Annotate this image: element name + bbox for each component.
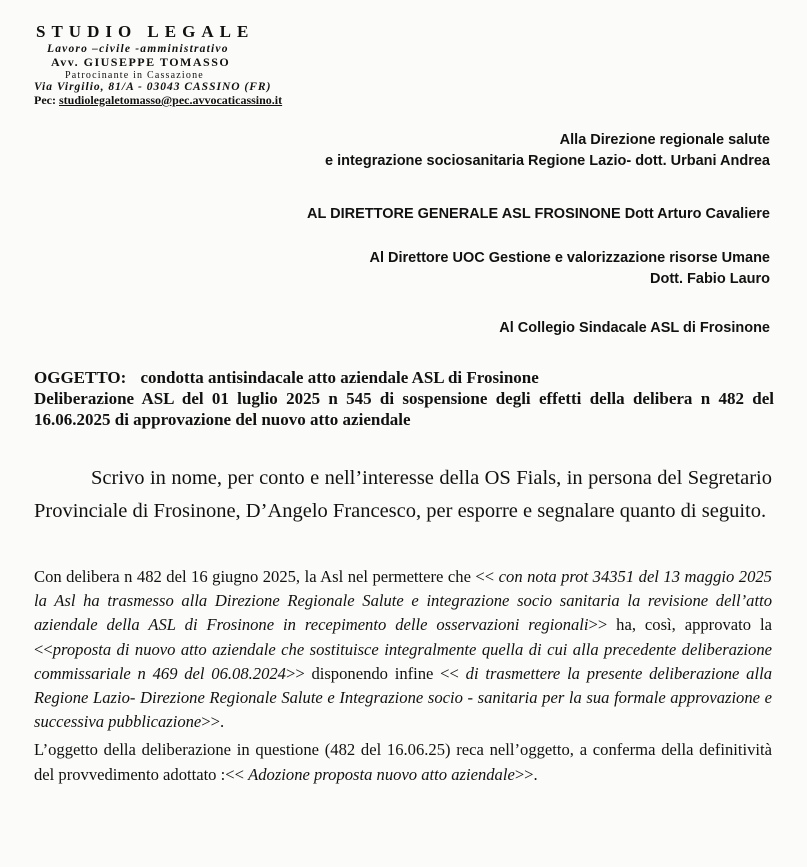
- text-run: L’oggetto della deliberazione in questione (482 del 16.06.25) reca nell’oggetto, a conferma della definitività del provvedimento adottato :<<: [34, 740, 772, 784]
- quoted-text: proposta di nuovo atto aziendale che sostituisce integralmente quella di cui alla precedente deliberazione commissariale n 469 del 06.08.2024: [34, 639, 772, 683]
- subject-line-2: Deliberazione ASL del 01 luglio 2025 n 545 di sospensione degli effetti della delibera n 482 del 16.06.2025 di approvazione del nuovo atto aziendale: [34, 389, 774, 429]
- lawyer-name: Avv. GIUSEPPE TOMASSO: [51, 55, 231, 69]
- recipient-regione: [325, 130, 770, 172]
- letterhead: [34, 22, 282, 108]
- recipient-line: Dott. Fabio Lauro: [649, 271, 770, 287]
- quoted-text: di trasmettere la presente deliberazione alla Regione Lazio- Direzione Regionale Salute e Integrazione socio - sanitaria per la sua formale approvazione e successiva pubblicazione: [34, 663, 772, 732]
- subject-block: [34, 367, 774, 430]
- subject-label: OGGETTO:: [34, 368, 127, 387]
- pec-line: [34, 93, 282, 108]
- intro-section: [34, 462, 772, 528]
- recipient-line: Al Direttore UOC Gestione e valorizzazione risorse Umane: [369, 250, 770, 266]
- recipient-direttore-uoc: [370, 248, 770, 290]
- pec-label: Pec:: [34, 93, 56, 107]
- firm-practice-areas: Lavoro –civile -amministrativo: [47, 43, 229, 55]
- recipient-line: e integrazione sociosanitaria Regione Lazio- dott. Urbani Andrea: [324, 153, 770, 169]
- intro-paragraph: Scrivo in nome, per conto e nell’interesse della OS Fials, in persona del Segretario Provinciale di Frosinone, D’Angelo Francesco, per esporre e segnalare quanto di seguito.: [34, 467, 772, 522]
- paragraph-oggetto-deliberazione: [34, 738, 772, 786]
- recipient-line: AL DIRETTORE GENERALE ASL FROSINONE Dott Arturo Cavaliere: [307, 206, 770, 222]
- text-run: >>.: [201, 712, 225, 732]
- pec-email-link[interactable]: studiolegaletomasso@pec.avvocaticassino.it: [58, 93, 283, 107]
- subject-line-1: condotta antisindacale atto aziendale ASL di Frosinone: [140, 368, 539, 387]
- lawyer-role: Patrocinante in Cassazione: [65, 70, 204, 81]
- body-section: [34, 565, 772, 787]
- recipient-line: Alla Direzione regionale salute: [559, 132, 770, 148]
- text-run: >> disponendo infine <<: [285, 663, 466, 683]
- firm-name: STUDIO LEGALE: [36, 22, 255, 41]
- text-run: >> ha, così, approvato la <<: [34, 615, 772, 659]
- text-run: >>.: [514, 764, 538, 784]
- recipient-line: Al Collegio Sindacale ASL di Frosinone: [499, 320, 770, 336]
- text-run: Con delibera n 482 del 16 giugno 2025, la Asl nel permettere che <<: [34, 567, 499, 586]
- firm-address: Via Virgilio, 81/A - 03043 CASSINO (FR): [34, 81, 272, 93]
- paragraph-delibera-482: [34, 565, 772, 734]
- quoted-text: Adozione proposta nuovo atto aziendale: [248, 764, 515, 784]
- quoted-text: con nota prot 34351 del 13 maggio 2025 la Asl ha trasmesso alla Direzione Regionale Salute e integrazione socio sanitaria la revisione dell’atto aziendale della ASL di Frosinone in recepimento delle osservazioni regionali: [34, 567, 772, 635]
- recipient-direttore-generale: [307, 204, 770, 225]
- recipient-collegio-sindacale: [499, 318, 770, 339]
